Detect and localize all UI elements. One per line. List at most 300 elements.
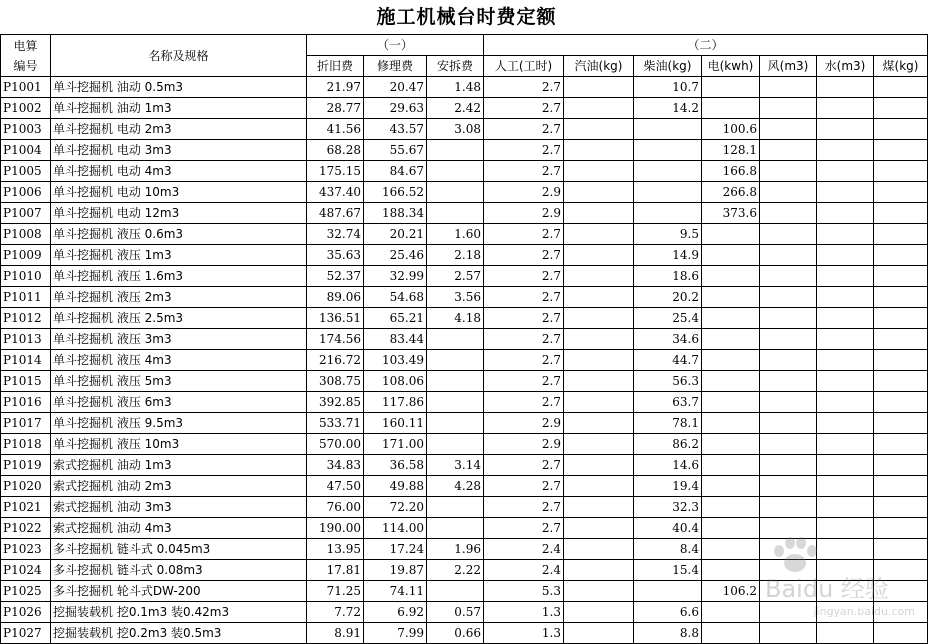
cell-repair: 108.06 — [364, 371, 427, 392]
cell-installation — [427, 413, 484, 434]
cell-air — [760, 182, 817, 203]
cell-name: 单斗挖掘机 液压 6m3 — [51, 392, 307, 413]
header-coal: 煤(kg) — [874, 56, 928, 77]
cell-diesel — [634, 203, 702, 224]
cell-installation — [427, 392, 484, 413]
cell-depreciation: 68.28 — [307, 140, 364, 161]
table-row — [1, 539, 928, 560]
header-gasoline: 汽油(kg) — [564, 56, 634, 77]
cell-installation: 1.60 — [427, 224, 484, 245]
cell-name: 多斗挖掘机 链斗式 0.045m3 — [51, 539, 307, 560]
cell-installation — [427, 161, 484, 182]
cell-coal — [874, 413, 928, 434]
header-group-1: （一） — [307, 35, 484, 56]
header-electricity: 电(kwh) — [702, 56, 760, 77]
cell-coal — [874, 581, 928, 602]
cell-gasoline — [564, 329, 634, 350]
table-row — [1, 182, 928, 203]
table-row — [1, 245, 928, 266]
cell-water — [817, 98, 874, 119]
cell-water — [817, 287, 874, 308]
cell-air — [760, 455, 817, 476]
cell-labor: 2.7 — [484, 266, 564, 287]
cell-air — [760, 476, 817, 497]
cell-diesel: 86.2 — [634, 434, 702, 455]
cell-electricity: 166.8 — [702, 161, 760, 182]
cell-electricity: 128.1 — [702, 140, 760, 161]
header-installation: 安拆费 — [427, 56, 484, 77]
cell-water — [817, 224, 874, 245]
table-body — [1, 77, 928, 644]
cell-code: P1007 — [1, 203, 51, 224]
cell-code: P1020 — [1, 476, 51, 497]
table-row — [1, 455, 928, 476]
cell-code: P1018 — [1, 434, 51, 455]
table-row — [1, 77, 928, 98]
cell-water — [817, 518, 874, 539]
cell-electricity — [702, 518, 760, 539]
cell-repair: 20.21 — [364, 224, 427, 245]
cell-coal — [874, 140, 928, 161]
cell-coal — [874, 623, 928, 644]
cell-repair: 43.57 — [364, 119, 427, 140]
cell-coal — [874, 182, 928, 203]
cell-depreciation: 8.91 — [307, 623, 364, 644]
cell-air — [760, 497, 817, 518]
cell-labor: 2.7 — [484, 371, 564, 392]
cell-installation — [427, 518, 484, 539]
cell-water — [817, 392, 874, 413]
cell-repair: 29.63 — [364, 98, 427, 119]
cell-air — [760, 203, 817, 224]
cell-diesel: 34.6 — [634, 329, 702, 350]
cell-repair: 72.20 — [364, 497, 427, 518]
cell-name: 单斗挖掘机 电动 10m3 — [51, 182, 307, 203]
cell-code: P1009 — [1, 245, 51, 266]
cell-labor: 2.7 — [484, 245, 564, 266]
cell-code: P1023 — [1, 539, 51, 560]
cell-name: 索式挖掘机 油动 2m3 — [51, 476, 307, 497]
cell-depreciation: 17.81 — [307, 560, 364, 581]
cell-installation — [427, 581, 484, 602]
header-code — [1, 35, 51, 77]
cell-code: P1005 — [1, 161, 51, 182]
cell-air — [760, 224, 817, 245]
cell-water — [817, 560, 874, 581]
cell-depreciation: 437.40 — [307, 182, 364, 203]
cell-coal — [874, 119, 928, 140]
cell-name: 单斗挖掘机 油动 0.5m3 — [51, 77, 307, 98]
cell-installation — [427, 329, 484, 350]
cell-electricity — [702, 623, 760, 644]
table-row — [1, 308, 928, 329]
cell-air — [760, 140, 817, 161]
cell-repair: 55.67 — [364, 140, 427, 161]
header-group-2: （二） — [484, 35, 928, 56]
cell-installation — [427, 371, 484, 392]
cell-air — [760, 287, 817, 308]
cell-name: 单斗挖掘机 液压 5m3 — [51, 371, 307, 392]
header-water: 水(m3) — [817, 56, 874, 77]
cell-repair: 65.21 — [364, 308, 427, 329]
cell-repair: 7.99 — [364, 623, 427, 644]
cell-electricity: 100.6 — [702, 119, 760, 140]
cell-installation — [427, 140, 484, 161]
cell-depreciation: 7.72 — [307, 602, 364, 623]
cell-water — [817, 182, 874, 203]
table-row — [1, 98, 928, 119]
cell-water — [817, 77, 874, 98]
table-row — [1, 371, 928, 392]
cell-installation — [427, 497, 484, 518]
cell-installation — [427, 434, 484, 455]
cell-gasoline — [564, 413, 634, 434]
cell-water — [817, 140, 874, 161]
cell-installation — [427, 203, 484, 224]
cell-water — [817, 539, 874, 560]
cell-name: 多斗挖掘机 链斗式 0.08m3 — [51, 560, 307, 581]
cell-depreciation: 174.56 — [307, 329, 364, 350]
cell-depreciation: 190.00 — [307, 518, 364, 539]
cell-diesel: 15.4 — [634, 560, 702, 581]
cell-air — [760, 245, 817, 266]
cell-water — [817, 581, 874, 602]
table-row — [1, 434, 928, 455]
cell-electricity — [702, 77, 760, 98]
cell-labor: 2.7 — [484, 140, 564, 161]
cell-labor: 2.9 — [484, 413, 564, 434]
cell-water — [817, 266, 874, 287]
cell-code: P1017 — [1, 413, 51, 434]
cell-diesel — [634, 581, 702, 602]
table-row — [1, 518, 928, 539]
cell-labor: 2.9 — [484, 434, 564, 455]
cell-coal — [874, 539, 928, 560]
cell-diesel: 14.2 — [634, 98, 702, 119]
cell-repair: 74.11 — [364, 581, 427, 602]
cell-labor: 2.7 — [484, 329, 564, 350]
header-repair: 修理费 — [364, 56, 427, 77]
cell-labor: 2.7 — [484, 350, 564, 371]
cell-code: P1015 — [1, 371, 51, 392]
cell-diesel — [634, 161, 702, 182]
cell-repair: 117.86 — [364, 392, 427, 413]
cell-gasoline — [564, 266, 634, 287]
cell-code: P1001 — [1, 77, 51, 98]
cell-coal — [874, 434, 928, 455]
cell-gasoline — [564, 182, 634, 203]
table-row — [1, 224, 928, 245]
cell-water — [817, 203, 874, 224]
cell-repair: 6.92 — [364, 602, 427, 623]
cell-name: 单斗挖掘机 液压 0.6m3 — [51, 224, 307, 245]
cell-name: 单斗挖掘机 电动 3m3 — [51, 140, 307, 161]
header-diesel: 柴油(kg) — [634, 56, 702, 77]
cell-gasoline — [564, 602, 634, 623]
table-row — [1, 266, 928, 287]
cell-labor: 2.9 — [484, 203, 564, 224]
cell-name: 索式挖掘机 油动 3m3 — [51, 497, 307, 518]
cell-code: P1027 — [1, 623, 51, 644]
cell-electricity — [702, 602, 760, 623]
cell-water — [817, 245, 874, 266]
cell-coal — [874, 98, 928, 119]
cell-depreciation: 570.00 — [307, 434, 364, 455]
cell-depreciation: 47.50 — [307, 476, 364, 497]
table-row — [1, 161, 928, 182]
cell-electricity — [702, 287, 760, 308]
table-row — [1, 560, 928, 581]
cell-depreciation: 392.85 — [307, 392, 364, 413]
cell-labor: 2.7 — [484, 476, 564, 497]
watermark-url: jingyan.baidu.com — [813, 605, 915, 618]
page-title: 施工机械台时费定额 — [376, 6, 557, 28]
cell-repair: 83.44 — [364, 329, 427, 350]
cell-diesel: 8.8 — [634, 623, 702, 644]
cell-electricity: 106.2 — [702, 581, 760, 602]
cell-diesel: 8.4 — [634, 539, 702, 560]
cell-code: P1003 — [1, 119, 51, 140]
cell-electricity — [702, 413, 760, 434]
table-row — [1, 602, 928, 623]
cell-name: 单斗挖掘机 液压 2.5m3 — [51, 308, 307, 329]
cell-gasoline — [564, 581, 634, 602]
cell-installation — [427, 182, 484, 203]
cell-electricity — [702, 245, 760, 266]
cell-coal — [874, 476, 928, 497]
cell-coal — [874, 350, 928, 371]
cell-electricity: 373.6 — [702, 203, 760, 224]
cell-gasoline — [564, 518, 634, 539]
cell-electricity — [702, 308, 760, 329]
cell-coal — [874, 203, 928, 224]
header-air: 风(m3) — [760, 56, 817, 77]
cell-gasoline — [564, 497, 634, 518]
cell-installation: 2.22 — [427, 560, 484, 581]
cell-labor: 1.3 — [484, 602, 564, 623]
table-row — [1, 119, 928, 140]
cell-code: P1004 — [1, 140, 51, 161]
cell-depreciation: 216.72 — [307, 350, 364, 371]
cell-air — [760, 623, 817, 644]
cell-water — [817, 413, 874, 434]
cell-air — [760, 392, 817, 413]
cell-labor: 1.3 — [484, 623, 564, 644]
cell-depreciation: 52.37 — [307, 266, 364, 287]
cell-air — [760, 161, 817, 182]
cell-name: 单斗挖掘机 液压 3m3 — [51, 329, 307, 350]
cell-gasoline — [564, 539, 634, 560]
cell-installation: 4.28 — [427, 476, 484, 497]
cell-water — [817, 350, 874, 371]
cell-repair: 160.11 — [364, 413, 427, 434]
cell-air — [760, 308, 817, 329]
cell-water — [817, 623, 874, 644]
cell-labor: 2.7 — [484, 497, 564, 518]
cell-diesel: 9.5 — [634, 224, 702, 245]
cell-code: P1012 — [1, 308, 51, 329]
cell-labor: 2.4 — [484, 539, 564, 560]
cell-gasoline — [564, 560, 634, 581]
cell-installation: 4.18 — [427, 308, 484, 329]
cell-depreciation: 76.00 — [307, 497, 364, 518]
cell-air — [760, 539, 817, 560]
cell-code: P1010 — [1, 266, 51, 287]
cell-air — [760, 602, 817, 623]
cell-gasoline — [564, 203, 634, 224]
cell-electricity: 266.8 — [702, 182, 760, 203]
cell-repair: 49.88 — [364, 476, 427, 497]
cell-code: P1014 — [1, 350, 51, 371]
cell-gasoline — [564, 434, 634, 455]
cell-coal — [874, 371, 928, 392]
cell-repair: 32.99 — [364, 266, 427, 287]
cell-code: P1026 — [1, 602, 51, 623]
cell-name: 单斗挖掘机 电动 2m3 — [51, 119, 307, 140]
cell-labor: 2.7 — [484, 392, 564, 413]
cell-depreciation: 35.63 — [307, 245, 364, 266]
cell-code: P1019 — [1, 455, 51, 476]
cell-code: P1013 — [1, 329, 51, 350]
cell-repair: 36.58 — [364, 455, 427, 476]
cell-repair: 166.52 — [364, 182, 427, 203]
cell-labor: 2.7 — [484, 98, 564, 119]
header-code-line2: 编号 — [13, 58, 38, 73]
cell-installation: 1.48 — [427, 77, 484, 98]
cell-name: 单斗挖掘机 液压 9.5m3 — [51, 413, 307, 434]
cell-name: 挖掘装载机 挖0.2m3 装0.5m3 — [51, 623, 307, 644]
cell-water — [817, 329, 874, 350]
header-depreciation: 折旧费 — [307, 56, 364, 77]
cell-depreciation: 34.83 — [307, 455, 364, 476]
cell-air — [760, 434, 817, 455]
cell-coal — [874, 245, 928, 266]
header-name: 名称及规格 — [51, 35, 307, 77]
cell-coal — [874, 560, 928, 581]
cell-diesel — [634, 119, 702, 140]
cell-installation: 2.42 — [427, 98, 484, 119]
cell-coal — [874, 287, 928, 308]
cell-labor: 2.7 — [484, 518, 564, 539]
cell-depreciation: 533.71 — [307, 413, 364, 434]
cell-labor: 5.3 — [484, 581, 564, 602]
cell-water — [817, 455, 874, 476]
cell-coal — [874, 455, 928, 476]
cell-depreciation: 308.75 — [307, 371, 364, 392]
cell-water — [817, 434, 874, 455]
cell-air — [760, 518, 817, 539]
cell-code: P1006 — [1, 182, 51, 203]
cell-repair: 188.34 — [364, 203, 427, 224]
cell-gasoline — [564, 350, 634, 371]
cell-water — [817, 308, 874, 329]
cell-diesel: 14.6 — [634, 455, 702, 476]
cell-repair: 54.68 — [364, 287, 427, 308]
cell-coal — [874, 518, 928, 539]
cell-depreciation: 89.06 — [307, 287, 364, 308]
cell-labor: 2.7 — [484, 308, 564, 329]
cell-name: 多斗挖掘机 轮斗式DW-200 — [51, 581, 307, 602]
cell-diesel — [634, 182, 702, 203]
cell-air — [760, 77, 817, 98]
cell-air — [760, 329, 817, 350]
table-row — [1, 581, 928, 602]
cell-coal — [874, 161, 928, 182]
cell-labor: 2.7 — [484, 224, 564, 245]
cell-gasoline — [564, 371, 634, 392]
cell-installation — [427, 350, 484, 371]
cell-depreciation: 487.67 — [307, 203, 364, 224]
cell-gasoline — [564, 392, 634, 413]
cell-coal — [874, 602, 928, 623]
cell-gasoline — [564, 161, 634, 182]
cell-water — [817, 602, 874, 623]
cell-name: 单斗挖掘机 液压 1.6m3 — [51, 266, 307, 287]
cell-coal — [874, 392, 928, 413]
cell-gasoline — [564, 245, 634, 266]
cell-labor: 2.7 — [484, 77, 564, 98]
table-row — [1, 329, 928, 350]
cell-repair: 20.47 — [364, 77, 427, 98]
cell-water — [817, 497, 874, 518]
cell-gasoline — [564, 224, 634, 245]
cell-name: 单斗挖掘机 电动 4m3 — [51, 161, 307, 182]
table-row — [1, 287, 928, 308]
cell-depreciation: 32.74 — [307, 224, 364, 245]
rate-table — [0, 34, 928, 644]
cell-installation: 3.56 — [427, 287, 484, 308]
cell-diesel — [634, 140, 702, 161]
cell-air — [760, 371, 817, 392]
cell-diesel: 20.2 — [634, 287, 702, 308]
cell-name: 挖掘装载机 挖0.1m3 装0.42m3 — [51, 602, 307, 623]
cell-gasoline — [564, 119, 634, 140]
table-row — [1, 623, 928, 644]
cell-diesel: 6.6 — [634, 602, 702, 623]
cell-repair: 17.24 — [364, 539, 427, 560]
cell-name: 单斗挖掘机 液压 10m3 — [51, 434, 307, 455]
cell-electricity — [702, 392, 760, 413]
cell-water — [817, 119, 874, 140]
cell-diesel: 14.9 — [634, 245, 702, 266]
table-row — [1, 140, 928, 161]
table-row — [1, 476, 928, 497]
cell-depreciation: 136.51 — [307, 308, 364, 329]
cell-air — [760, 350, 817, 371]
cell-coal — [874, 77, 928, 98]
watermark-text: Baidu 经验 — [765, 575, 889, 603]
cell-code: P1016 — [1, 392, 51, 413]
cell-labor: 2.7 — [484, 455, 564, 476]
cell-coal — [874, 266, 928, 287]
cell-diesel: 56.3 — [634, 371, 702, 392]
cell-gasoline — [564, 623, 634, 644]
cell-installation: 0.57 — [427, 602, 484, 623]
cell-gasoline — [564, 140, 634, 161]
cell-water — [817, 476, 874, 497]
cell-coal — [874, 308, 928, 329]
cell-electricity — [702, 476, 760, 497]
cell-name: 单斗挖掘机 液压 1m3 — [51, 245, 307, 266]
cell-diesel: 40.4 — [634, 518, 702, 539]
cell-installation: 3.14 — [427, 455, 484, 476]
cell-name: 单斗挖掘机 液压 2m3 — [51, 287, 307, 308]
cell-air — [760, 266, 817, 287]
cell-gasoline — [564, 287, 634, 308]
cell-gasoline — [564, 476, 634, 497]
cell-diesel: 25.4 — [634, 308, 702, 329]
table-row — [1, 413, 928, 434]
